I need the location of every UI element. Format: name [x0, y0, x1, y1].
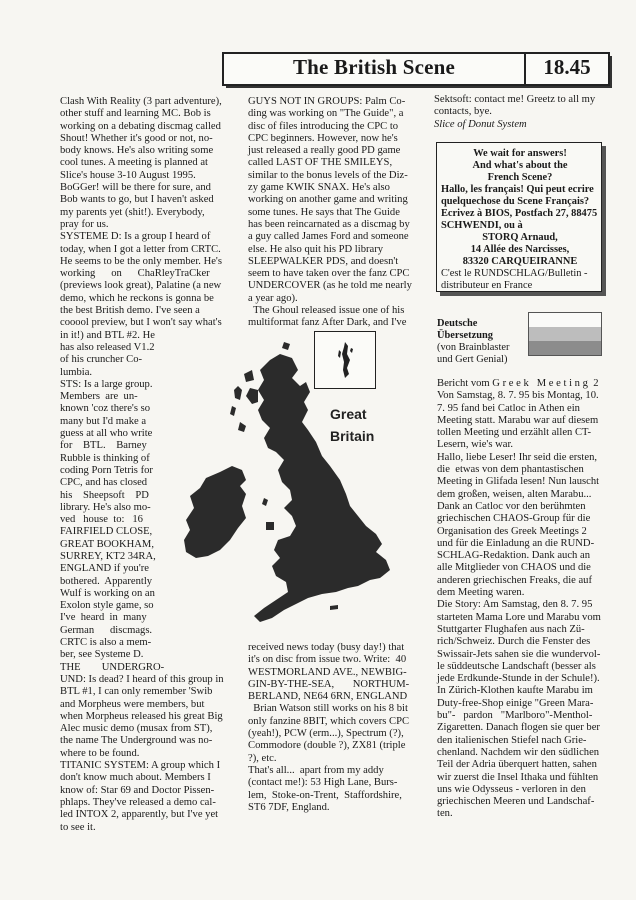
french-scene-box [436, 142, 602, 292]
article-line: Duty-free-Shop einige "Green Mara- [437, 697, 594, 709]
article-line: in it!) and BTL #2. He [60, 329, 155, 341]
article-line: GUYS NOT IN GROUPS: Palm Co- [248, 96, 406, 107]
article-line: for BTL. Barney [60, 440, 147, 452]
article-line: called LAST OF THE SMILEYS, [248, 157, 393, 169]
article-line: Rubble is thinking of [60, 452, 150, 464]
article-line: WESTMORLAND AVE., NEWBIG- [248, 666, 407, 678]
article-line: guess at all who write [60, 428, 153, 440]
article-line: SYSTEME D: Is a group I heard of [60, 231, 211, 243]
article-line: die etwas von dem phantastischen [437, 464, 584, 476]
article-line: Hallo, liebe Leser! Ihr seid die ersten, [437, 451, 598, 463]
article-line: other stuff and learning MC. Bob is [60, 108, 211, 120]
signature: Slice of Donut System [434, 119, 527, 130]
article-line: don't know much about. Members I [60, 772, 211, 784]
article-line: (previews look great), Palatine (a new [60, 280, 222, 292]
deutsch-title-1: Deutsche [437, 318, 478, 329]
uk-map [180, 330, 420, 630]
article-line: lem, Stoke-on-Trent, Staffordshire, [248, 789, 402, 801]
article-line: Slice's house 3-10 August 1995. [60, 169, 196, 181]
ireland-shape [184, 466, 246, 558]
box-line: 83320 CARQUEIRANNE [462, 256, 578, 267]
article-line: seem to have taken over the fanz CPC [248, 268, 410, 280]
article-line: disc of files introducing the CPC to [248, 120, 399, 132]
article-line: UNDERCOVER (as he told me nearly [248, 280, 412, 292]
article-line: only fanzine 8BIT, which covers CPC [248, 715, 410, 727]
article-line: cooool preview, but I won't say what's [60, 317, 222, 329]
article-line: Members are un- [60, 391, 138, 403]
column-3-top [434, 94, 595, 119]
column-2-top [248, 96, 412, 330]
article-line: demo, which he reckons is gonna be [60, 292, 214, 304]
article-line: griechischen CHAOS-Group für die [437, 513, 591, 525]
article-line: GIN-BY-THE-SEA, NORTHUM- [248, 678, 410, 690]
article-line: The Ghoul released issue one of his [248, 305, 405, 317]
article-line: body knows. He's also writing some [60, 145, 214, 157]
article-line: where to be found. [60, 747, 140, 759]
article-line: I've heard in many [60, 612, 147, 624]
article-line: when Morpheus released his great Big [60, 710, 223, 722]
article-line: just released a really good PD game [248, 145, 401, 157]
article-line: Stuttgarter Flughafen aus nach Zü- [437, 623, 585, 635]
page-number: 18.45 [543, 55, 591, 79]
article-line: UND: Is dead? I heard of this group in [60, 673, 224, 685]
article-line: Swissair-Jets sahen sie die wundervol- [437, 648, 601, 660]
article-line: THE UNDERGRO- [60, 661, 165, 673]
article-line: Bob wants to go, but I haven't asked [60, 194, 214, 206]
article-line: Wulf is working on an [60, 587, 155, 599]
article-line: He seems to be the only member. He's [60, 255, 222, 267]
article-line: bu"- pardon "Marlboro"-Menthol- [437, 710, 593, 722]
article-line: Zigaretten. Danach flogen sie quer ber [437, 722, 600, 734]
article-line: Meeting in Glifada lesen! Nun lauscht [437, 476, 600, 488]
article-line: starteten Mama Lore und Marabu vom [437, 611, 601, 623]
article-line: CPC beginners. However, now he's [248, 132, 398, 144]
box-line: And what's about the [472, 160, 568, 171]
page-title: The British Scene [292, 55, 456, 79]
article-line: his Sheepsoft PD [60, 489, 149, 501]
deutsch-label [437, 318, 509, 366]
article-line: bothered. Apparently [60, 575, 153, 587]
article-line: cool tunes. A meeting is planned at [60, 157, 208, 169]
deutsch-credit-1: (von Brainblaster [437, 342, 510, 353]
article-line: dem großen, weisen, alten Marabu... [437, 488, 592, 500]
article-line: anderen griechischen Freaks, die auf [437, 574, 593, 586]
deutsch-title-2: Übersetzung [437, 330, 493, 341]
french-scene-text [441, 148, 599, 292]
article-line: Bericht vom G r e e k M e e t i n g 2 [437, 378, 599, 389]
map-label-great: Great [330, 406, 367, 422]
map-label-britain: Britain [330, 428, 375, 444]
article-line: FAIRFIELD CLOSE, [60, 526, 153, 538]
article-line: library. He's also mo- [60, 501, 151, 513]
article-line: coding Porn Tetris for [60, 464, 153, 476]
article-line: GREAT BOOKHAM, [60, 538, 154, 550]
article-line: and Morpheus were members, but [60, 698, 205, 710]
article-line: similar to the bonus levels of the Diz- [248, 169, 408, 181]
box-line: SCHWENDI, ou à [441, 220, 523, 231]
box-line: 14 Allée des Narcisses, [470, 244, 570, 255]
great-britain-shape [254, 354, 390, 622]
article-line: Organisation des Greek Meetings 2 [437, 525, 587, 537]
article-line: und für die Einladung an die RUND- [437, 537, 595, 549]
article-line: rich/Schweiz. Durch die Fenster des [437, 636, 591, 648]
article-line: wir zuerst die Insel Ithaka und fühlten [437, 771, 599, 783]
german-flag-icon [528, 312, 602, 356]
article-line: SCHLAG-Redaktion. Dank auch an [437, 550, 590, 562]
article-line: a guy called James Ford and someone [248, 231, 409, 243]
article-line: ber, see Systeme D. [60, 649, 144, 661]
box-line: C'est le RUNDSCHLAG/Bulletin - [441, 268, 588, 279]
article-line: Meeting statt. Marabu war auf diesem [437, 414, 599, 426]
article-line: else. He also quit his PD library [248, 243, 384, 255]
article-line: a year ago). [248, 292, 298, 304]
article-line: jede Erdkunde-Stunde in der Schule!). [437, 673, 600, 685]
header-box [222, 52, 610, 86]
article-line: ?), etc. [248, 752, 277, 764]
article-line: phlaps. They've released a demo cal- [60, 796, 216, 808]
article-line: the name The Underground was no- [60, 735, 213, 747]
article-line: ding was working on "The Guide", a [248, 108, 404, 120]
article-line: of his cruncher Co- [60, 354, 143, 366]
article-line: SURREY, KT2 34RA, [60, 550, 156, 562]
article-line: den italienischen Stiefel nach Grie- [437, 734, 587, 746]
article-line: today, when I got a letter from CRTC. [60, 243, 221, 255]
article-line: SLEEPWALKER PDS, and doesn't [248, 255, 399, 267]
deutsch-credit-2: und Gert Genial) [437, 354, 508, 365]
article-line: Commodore (double ?), ZX81 (triple [248, 740, 406, 752]
article-line: Sektsoft: contact me! Greetz to all my [434, 94, 596, 105]
box-line: distributeur en France [441, 280, 533, 291]
article-line: some tunes. He says that The Guide [248, 206, 400, 218]
article-line: working on a debating discmag called [60, 120, 221, 132]
article-line: many but I'd make a [60, 415, 147, 427]
article-line: In Zürich-Klothen kaufte Marabu im [437, 685, 593, 697]
article-line: Lesern, wie's war. [437, 439, 514, 451]
box-line: quelquechose du Scene Français? [441, 196, 590, 207]
article-line: uns wie Odysseus - verloren in den [437, 783, 586, 795]
article-line: 7. 95 fand bei Catloc in Athen ein [437, 402, 580, 414]
article-line: (yeah!), PCW (erm...), Spectrum (?), [248, 728, 404, 740]
article-line: working on another game and writing [248, 194, 408, 206]
article-line: STS: Is a large group. [60, 378, 153, 390]
article-line: Clash With Reality (3 part adventure), [60, 96, 222, 107]
article-line: ST6 7DF, England. [248, 801, 330, 813]
article-line: the best British demo. I've seen a [60, 305, 200, 317]
column-3-bottom [437, 378, 601, 821]
article-line: CPC, and has closed [60, 477, 148, 489]
article-line: multiformat fanz After Dark, and I've [248, 317, 407, 329]
article-line: led INTOX 2, apparently, but I've yet [60, 809, 219, 821]
article-line: Dank an Catloc vor den berühmten [437, 500, 586, 512]
article-line: Alec music demo (musax from ST), [60, 723, 213, 735]
article-line: Die Story: Am Samstag, den 8. 7. 95 [437, 599, 593, 611]
article-line: Teil der Adria überquert hatten, sahen [437, 759, 597, 771]
article-line: lumbia. [60, 366, 93, 378]
article-line: ved house to: 16 [60, 514, 143, 526]
article-line: my parents yet (shit!). Everybody, [60, 206, 205, 218]
article-line: known 'coz there's so [60, 403, 151, 415]
article-line: Exolon style game, so [60, 600, 154, 612]
article-line: TITANIC SYSTEM: A group which I [60, 760, 221, 772]
article-line: has been reincarnated as a discmag by [248, 218, 410, 230]
article-line: dem Meeting waren. [437, 587, 525, 599]
article-line: ENGLAND if you're [60, 563, 149, 575]
article-line: alle Mitglieder von CHAOS und die [437, 562, 591, 574]
article-line: CRTC is also a mem- [60, 637, 152, 649]
article-line: Brian Watson still works on his 8 bit [248, 703, 408, 715]
box-line: We wait for answers! [473, 148, 567, 159]
article-line: BTL #1, I can only remember 'Swib [60, 686, 213, 698]
article-line: (contact me!): 53 High Lane, Burs- [248, 777, 398, 789]
article-line: to see it. [60, 821, 96, 833]
article-line: BERLAND, NE64 6RN, ENGLAND [248, 691, 408, 703]
article-line: tollen Meeting und erzählt allen CT- [437, 427, 592, 439]
box-line: French Scene? [487, 172, 553, 183]
article-line: received news today (busy day!) that [248, 642, 405, 653]
article-line: Von Samstag, 8. 7. 95 bis Montag, 10. [437, 390, 599, 402]
article-line: That's all... apart from my addy [248, 764, 384, 776]
box-line: Hallo, les français! Qui peut ecrire [441, 184, 594, 195]
article-line: contacts, bye. [434, 106, 492, 118]
article-line: chenland. Nachdem wir den südlichen [437, 746, 600, 758]
box-line: STORQ Arnaud, [482, 232, 558, 243]
box-line: Ecrivez à BIOS, Postfach 27, 88475 [441, 208, 598, 219]
article-line: le süddeutsche Landschaft (besser als [437, 660, 596, 672]
column-2-bottom [248, 642, 409, 814]
article-line: BoGGer! will be there for sure, and [60, 182, 211, 194]
article-line: German discmags. [60, 624, 153, 636]
article-line: has also released V1.2 [60, 341, 155, 353]
article-line: griechischen Meeren und Landschaf- [437, 796, 595, 808]
article-line: Shout! Whether it's good or not, no- [60, 132, 213, 144]
article-line: ten. [437, 808, 453, 820]
article-line: know of: Star 69 and Doctor Pissen- [60, 784, 215, 796]
article-line: it's on disc from issue two. Write: 40 [248, 654, 407, 666]
article-line: zy game KWIK SNAX. He's also [248, 182, 390, 194]
article-line: working on ChaRleyTraCker [60, 268, 210, 280]
article-line: pray for us. [60, 218, 109, 230]
